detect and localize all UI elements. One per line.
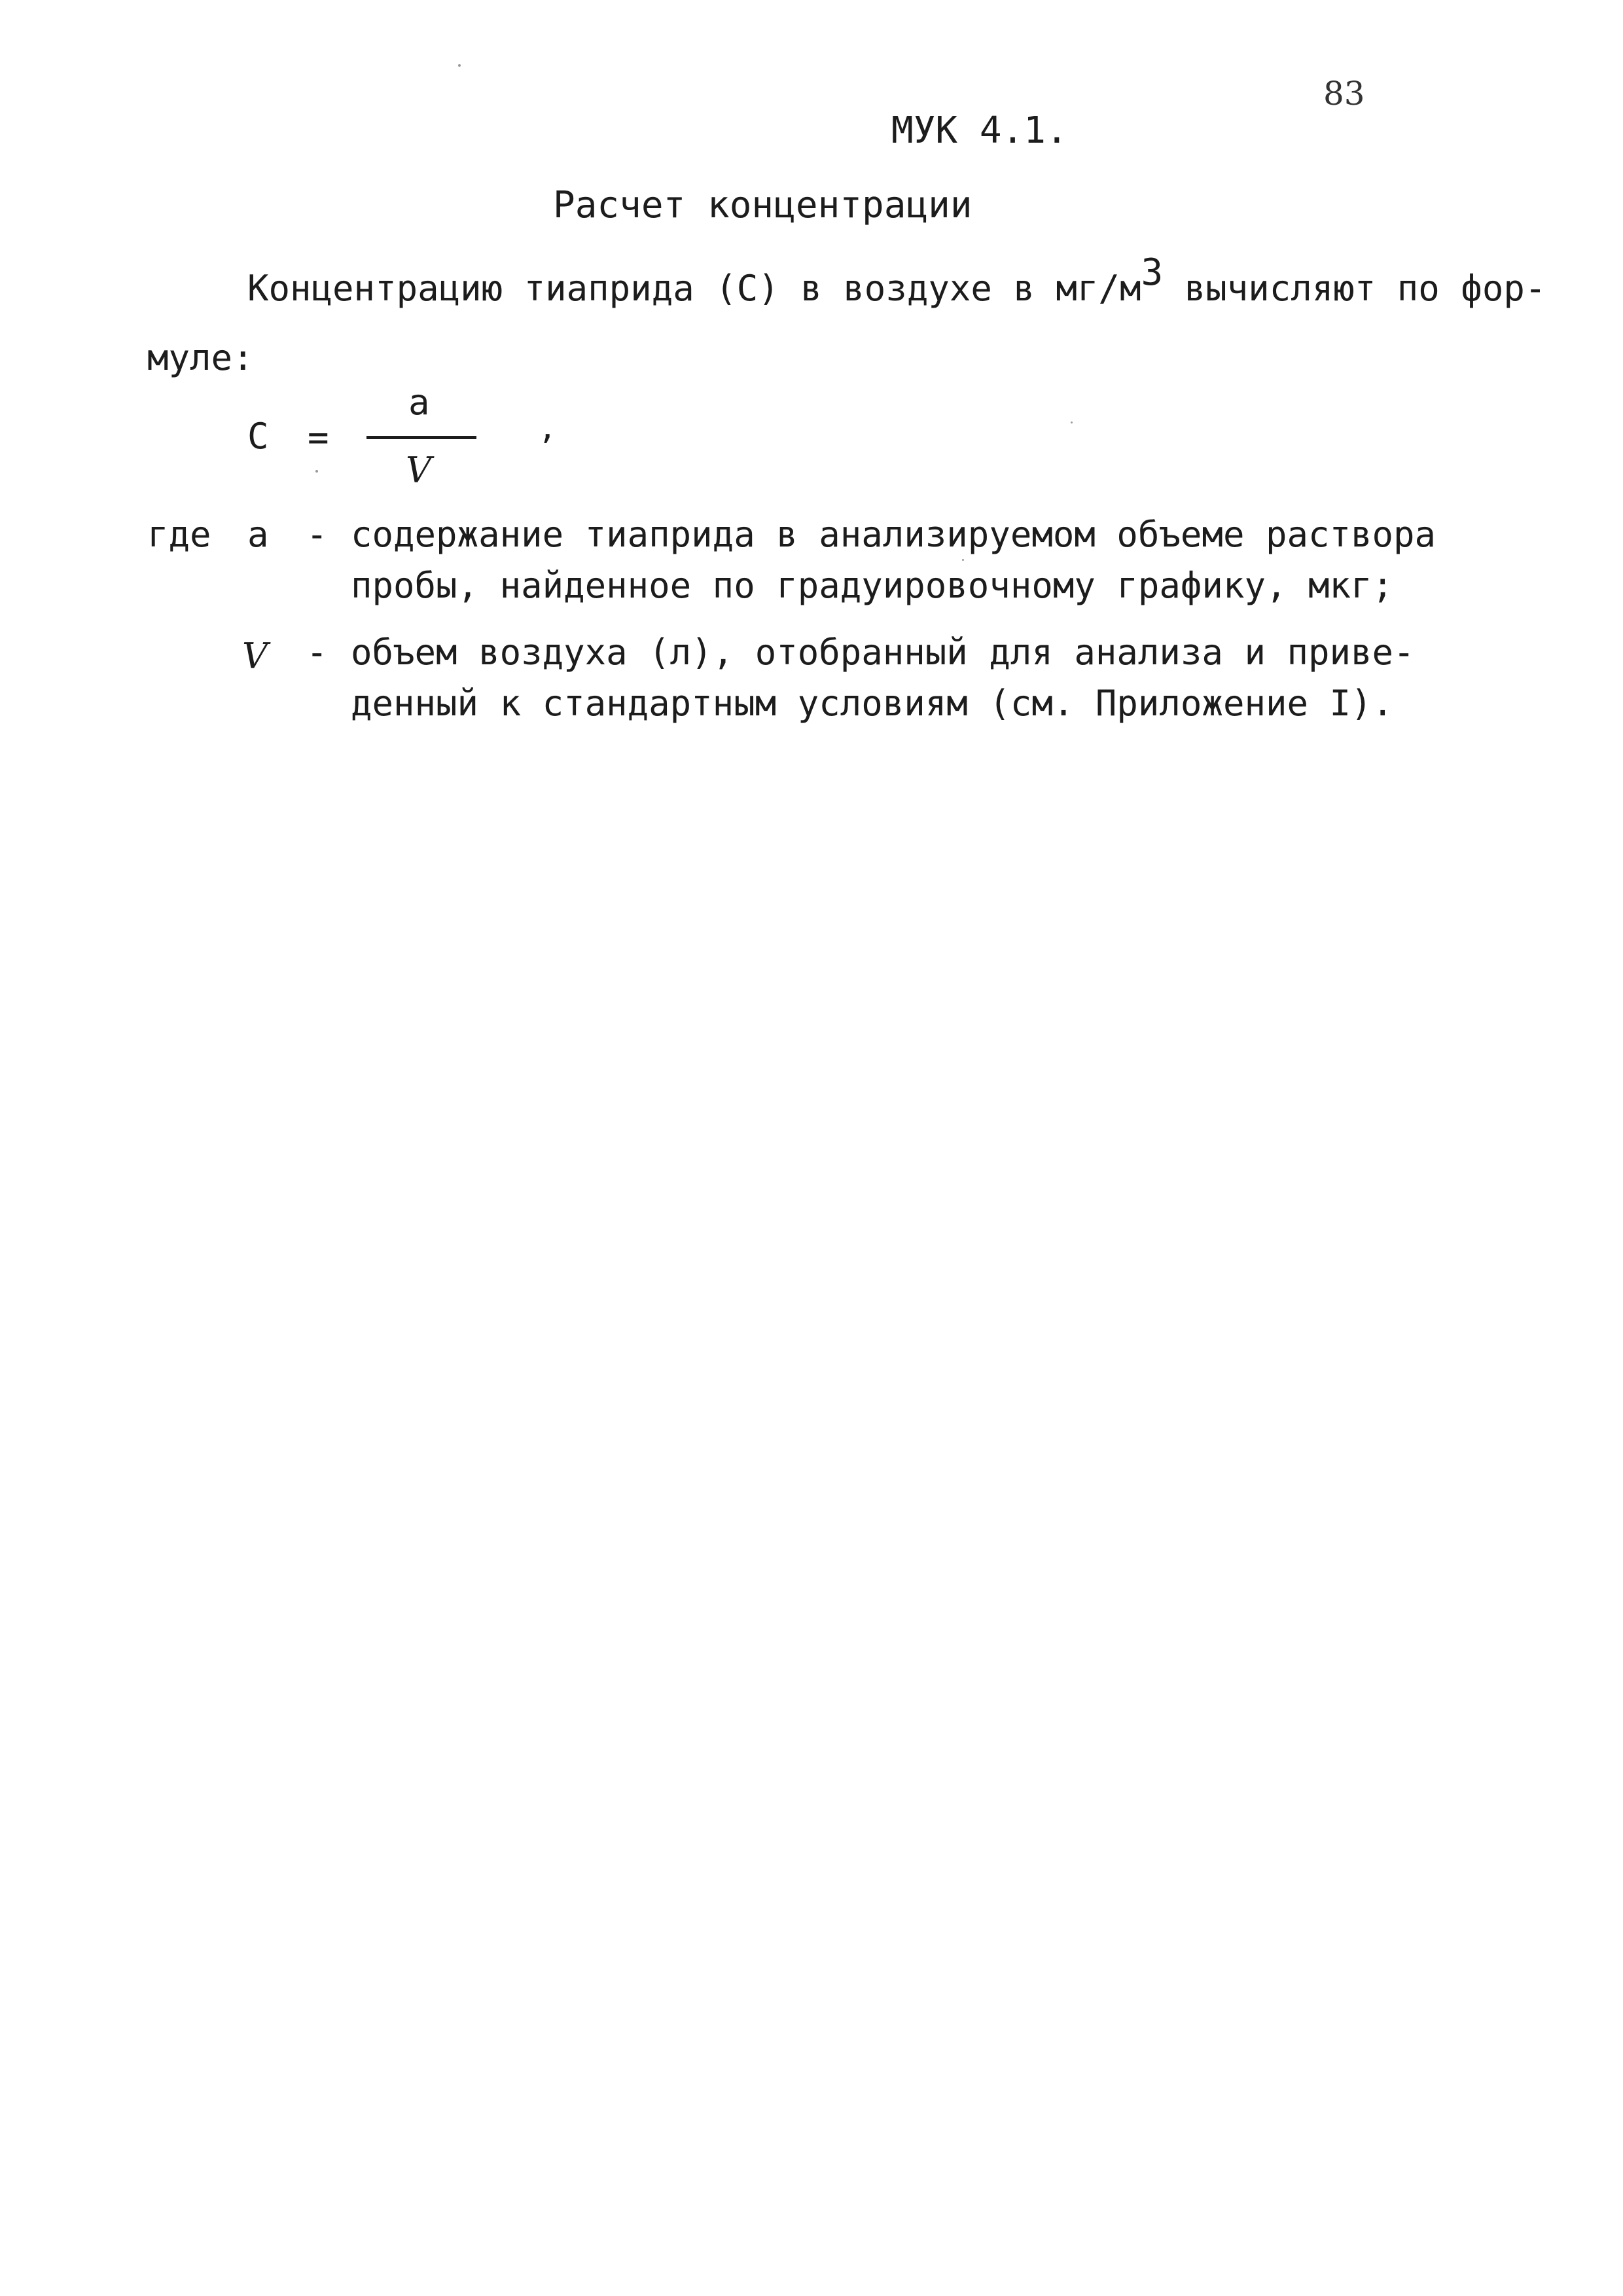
intro-text-end: вычисляют по фор- (1163, 268, 1546, 309)
scan-speck (962, 559, 964, 561)
definition-v-line-1: объем воздуха (л), отобранный для анализа и приве- (351, 632, 1415, 673)
definition-dash-a: - (306, 514, 328, 555)
definition-v-line-2: денный к стандартным условиям (см. Приложение I). (351, 683, 1394, 724)
fraction-bar (366, 436, 476, 439)
unit-exponent: 3 (1141, 251, 1164, 294)
formula-lhs: С (247, 416, 269, 457)
definition-a-line-2: пробы, найденное по градуировочному графику, мкг; (351, 565, 1394, 606)
definition-a-line-1: содержание тиаприда в анализируемом объеме раствора (351, 514, 1436, 555)
definition-symbol-a: а (247, 514, 269, 555)
definition-symbol-v: V (242, 636, 268, 677)
document-code: МУК 4.1. (891, 109, 1068, 152)
intro-paragraph-line-1 (247, 251, 1546, 309)
scan-speck (458, 64, 461, 67)
page-number: 83 (1323, 75, 1365, 113)
formula-equals-sign: = (308, 417, 329, 458)
formula-numerator: а (408, 382, 430, 423)
where-label: где (147, 514, 211, 555)
scan-speck (315, 470, 318, 473)
intro-paragraph-line-2: муле: (147, 337, 254, 378)
formula-denominator: V (406, 450, 431, 491)
scan-speck (1071, 422, 1073, 423)
formula-trailing-comma: , (538, 410, 557, 446)
section-title: Расчет концентрации (553, 184, 972, 226)
definition-dash-v: - (306, 632, 328, 673)
intro-text: Концентрацию тиаприда (С) в воздухе в мг/м (247, 268, 1141, 309)
